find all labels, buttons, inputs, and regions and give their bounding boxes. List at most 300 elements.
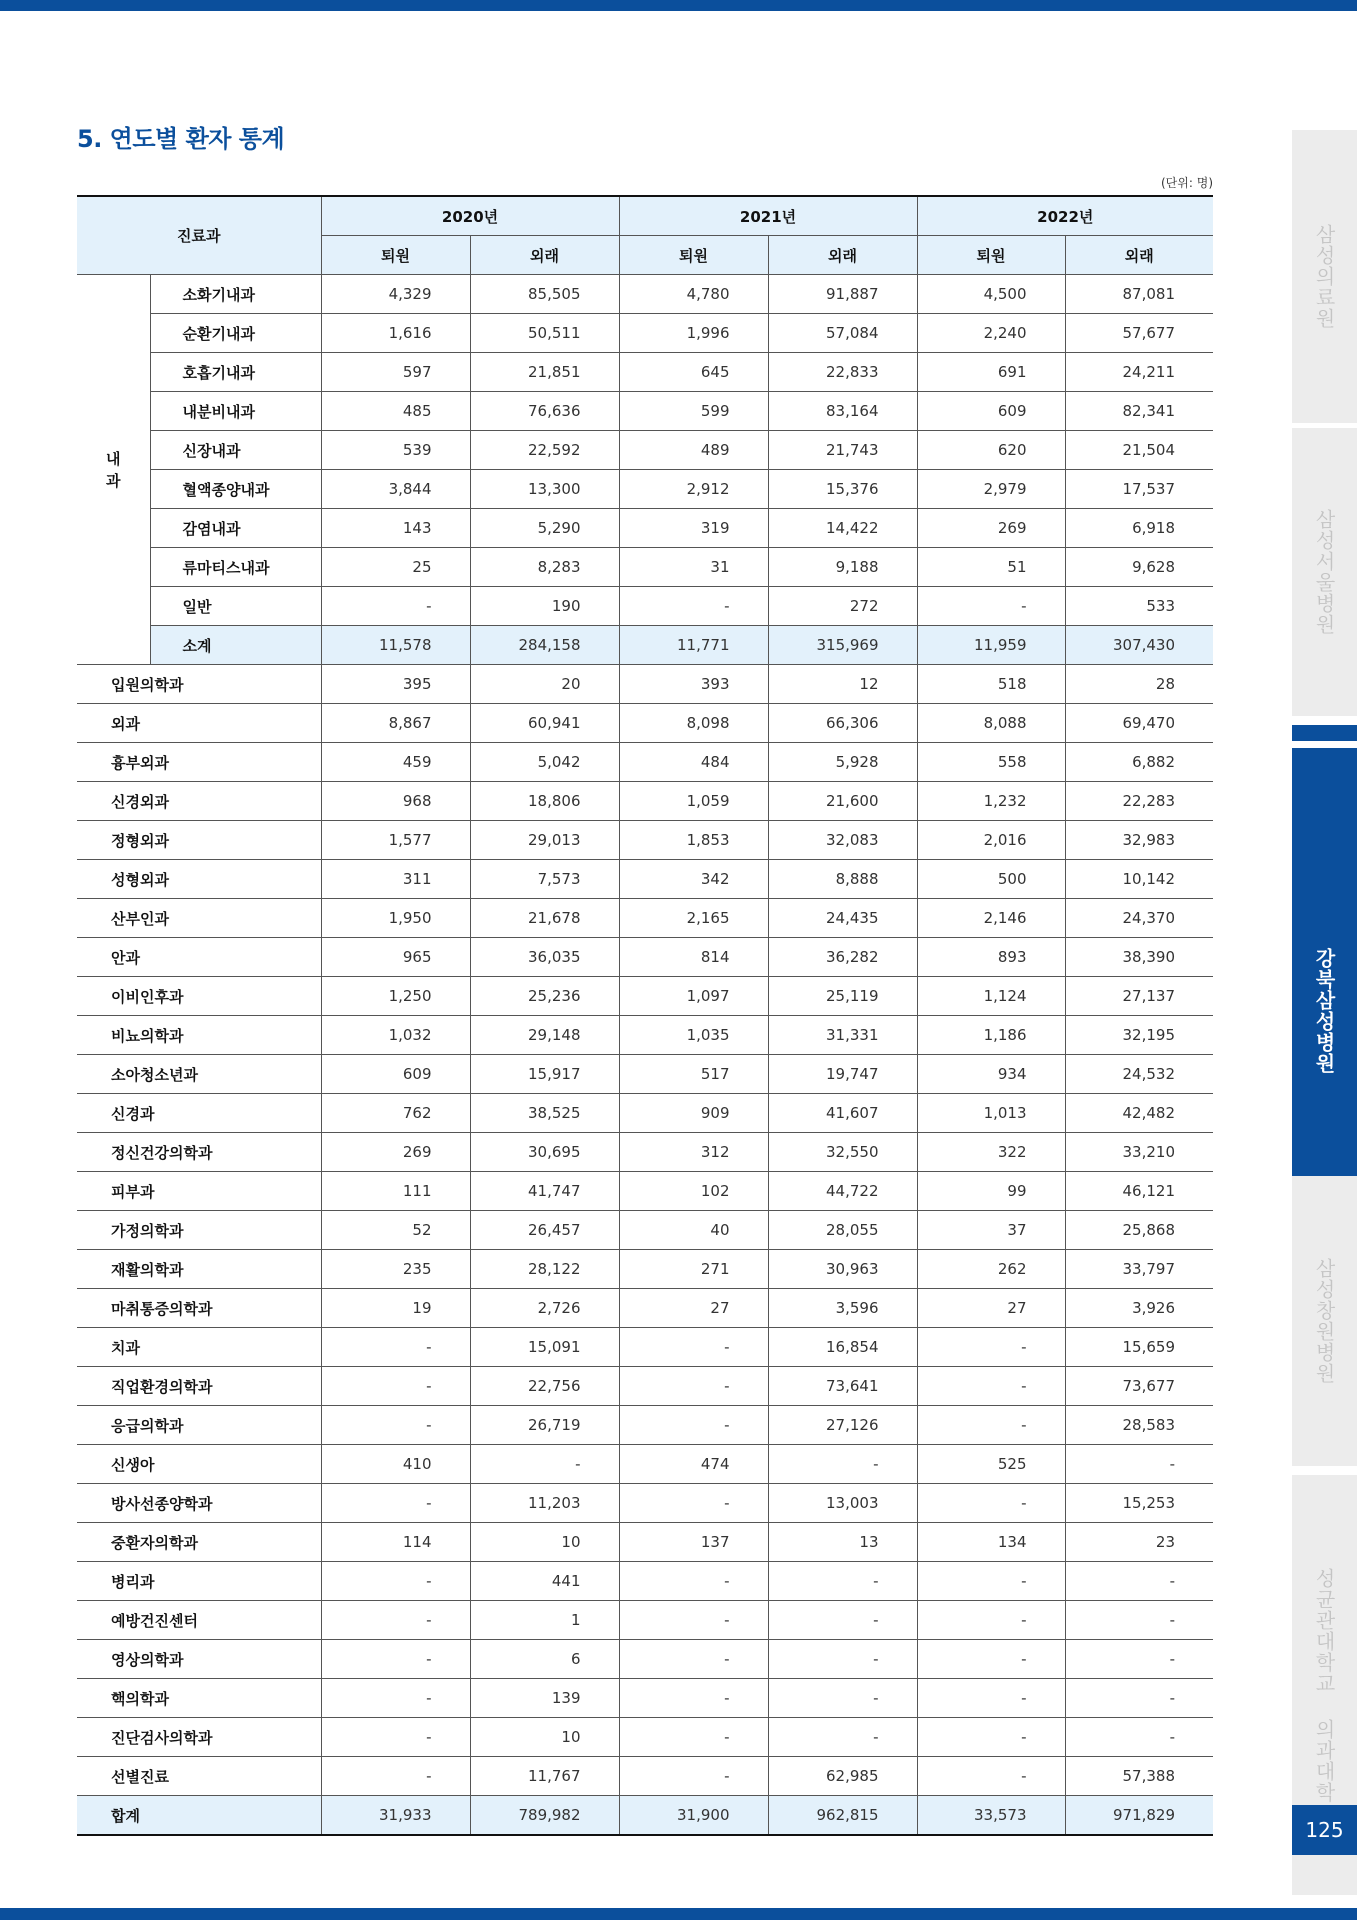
outpatient-cell: 789,982	[470, 1796, 619, 1836]
outpatient-cell: 62,985	[768, 1757, 917, 1796]
outpatient-cell: 1	[470, 1601, 619, 1640]
table-row	[77, 1523, 1213, 1562]
table-row	[77, 1484, 1213, 1523]
discharge-cell: 1,032	[321, 1016, 470, 1055]
year-header: 2020년	[321, 196, 619, 236]
discharge-cell: 484	[619, 743, 768, 782]
dept-name: 성형외과	[77, 860, 321, 899]
table-row	[77, 587, 1213, 626]
outpatient-cell: 22,833	[768, 353, 917, 392]
dept-name: 혈액종양내과	[150, 470, 321, 509]
discharge-cell: 1,124	[917, 977, 1065, 1016]
outpatient-cell: 533	[1065, 587, 1213, 626]
table-row	[77, 1133, 1213, 1172]
sidebar-tab-label: 강북삼성병원	[1312, 948, 1336, 1074]
outpatient-cell: 28	[1065, 665, 1213, 704]
discharge-cell: -	[917, 1562, 1065, 1601]
outpatient-cell: -	[470, 1445, 619, 1484]
discharge-cell: -	[917, 1484, 1065, 1523]
discharge-cell: 1,097	[619, 977, 768, 1016]
outpatient-cell: 25,119	[768, 977, 917, 1016]
discharge-cell: 37	[917, 1211, 1065, 1250]
table-row	[77, 1406, 1213, 1445]
discharge-cell: -	[917, 1718, 1065, 1757]
discharge-cell: 968	[321, 782, 470, 821]
top-accent-bar	[0, 0, 1357, 11]
outpatient-cell: 30,695	[470, 1133, 619, 1172]
discharge-cell: 620	[917, 431, 1065, 470]
outpatient-cell: 6	[470, 1640, 619, 1679]
table-row	[77, 470, 1213, 509]
outpatient-cell: 18,806	[470, 782, 619, 821]
outpatient-cell: 36,035	[470, 938, 619, 977]
outpatient-cell: 32,983	[1065, 821, 1213, 860]
discharge-cell: 645	[619, 353, 768, 392]
active-tab-marker	[1292, 1149, 1357, 1165]
dept-name: 방사선종양학과	[77, 1484, 321, 1523]
outpatient-cell: 12	[768, 665, 917, 704]
discharge-cell: 25	[321, 548, 470, 587]
outpatient-cell: 10	[470, 1718, 619, 1757]
dept-name: 신장내과	[150, 431, 321, 470]
outpatient-cell: -	[768, 1718, 917, 1757]
discharge-cell: 1,059	[619, 782, 768, 821]
outpatient-cell: 15,091	[470, 1328, 619, 1367]
discharge-cell: 27	[619, 1289, 768, 1328]
outpatient-cell: 21,504	[1065, 431, 1213, 470]
discharge-cell: -	[619, 1757, 768, 1796]
table-row	[77, 509, 1213, 548]
sidebar-tab-samsung-changwon[interactable]	[1292, 1176, 1357, 1466]
dept-name: 감염내과	[150, 509, 321, 548]
discharge-cell: 31,900	[619, 1796, 768, 1836]
outpatient-cell: 19,747	[768, 1055, 917, 1094]
discharge-cell: 143	[321, 509, 470, 548]
dept-name: 피부과	[77, 1172, 321, 1211]
outpatient-cell: 24,532	[1065, 1055, 1213, 1094]
outpatient-cell: 5,290	[470, 509, 619, 548]
discharge-cell: 393	[619, 665, 768, 704]
discharge-cell: 271	[619, 1250, 768, 1289]
outpatient-cell: 87,081	[1065, 275, 1213, 314]
dept-name: 신경외과	[77, 782, 321, 821]
discharge-cell: -	[917, 1757, 1065, 1796]
outpatient-cell: -	[1065, 1562, 1213, 1601]
table-row	[77, 665, 1213, 704]
discharge-cell: 319	[619, 509, 768, 548]
discharge-cell: -	[619, 1718, 768, 1757]
table-row	[77, 1640, 1213, 1679]
dept-name: 신경과	[77, 1094, 321, 1133]
outpatient-cell: 26,719	[470, 1406, 619, 1445]
table-row	[77, 1016, 1213, 1055]
outpatient-cell: 22,283	[1065, 782, 1213, 821]
dept-name: 소화기내과	[150, 275, 321, 314]
discharge-cell: -	[917, 1679, 1065, 1718]
discharge-cell: 410	[321, 1445, 470, 1484]
outpatient-cell: 441	[470, 1562, 619, 1601]
discharge-cell: 40	[619, 1211, 768, 1250]
table-row	[77, 1172, 1213, 1211]
discharge-cell: 2,016	[917, 821, 1065, 860]
dept-name: 재활의학과	[77, 1250, 321, 1289]
outpatient-cell: 14,422	[768, 509, 917, 548]
discharge-cell: 111	[321, 1172, 470, 1211]
discharge-cell: 4,780	[619, 275, 768, 314]
dept-name: 비뇨의학과	[77, 1016, 321, 1055]
outpatient-cell: 38,525	[470, 1094, 619, 1133]
table-row	[77, 1250, 1213, 1289]
discharge-cell: 8,088	[917, 704, 1065, 743]
outpatient-cell: 41,747	[470, 1172, 619, 1211]
discharge-cell: 322	[917, 1133, 1065, 1172]
discharge-cell: 102	[619, 1172, 768, 1211]
discharge-cell: 539	[321, 431, 470, 470]
discharge-cell: -	[321, 1718, 470, 1757]
discharge-cell: 11,959	[917, 626, 1065, 665]
outpatient-cell: 24,435	[768, 899, 917, 938]
discharge-cell: 134	[917, 1523, 1065, 1562]
dept-name: 외과	[77, 704, 321, 743]
discharge-cell: 269	[917, 509, 1065, 548]
outpatient-cell: 91,887	[768, 275, 917, 314]
outpatient-cell: 5,042	[470, 743, 619, 782]
outpatient-cell: 8,888	[768, 860, 917, 899]
outpatient-cell: -	[768, 1679, 917, 1718]
outpatient-cell: 26,457	[470, 1211, 619, 1250]
dept-name: 호흡기내과	[150, 353, 321, 392]
discharge-cell: 2,979	[917, 470, 1065, 509]
discharge-cell: 518	[917, 665, 1065, 704]
outpatient-cell: 21,678	[470, 899, 619, 938]
discharge-header: 퇴원	[321, 236, 470, 275]
dept-name: 이비인후과	[77, 977, 321, 1016]
dept-name: 류마티스내과	[150, 548, 321, 587]
discharge-cell: 33,573	[917, 1796, 1065, 1836]
dept-name: 정신건강의학과	[77, 1133, 321, 1172]
outpatient-cell: 46,121	[1065, 1172, 1213, 1211]
table-row	[77, 938, 1213, 977]
discharge-cell: 235	[321, 1250, 470, 1289]
discharge-cell: 395	[321, 665, 470, 704]
outpatient-cell: 10	[470, 1523, 619, 1562]
table-row	[77, 1055, 1213, 1094]
discharge-cell: 1,853	[619, 821, 768, 860]
page-title: 5. 연도별 환자 통계	[77, 125, 285, 153]
dept-name: 응급의학과	[77, 1406, 321, 1445]
discharge-cell: 52	[321, 1211, 470, 1250]
dept-name: 일반	[150, 587, 321, 626]
sidebar-tab-label: 성균관대학교 의과대학	[1312, 1567, 1336, 1803]
outpatient-cell: 6,918	[1065, 509, 1213, 548]
outpatient-cell: 16,854	[768, 1328, 917, 1367]
outpatient-cell: 15,917	[470, 1055, 619, 1094]
discharge-cell: 3,844	[321, 470, 470, 509]
outpatient-cell: 28,055	[768, 1211, 917, 1250]
table-row	[77, 860, 1213, 899]
outpatient-cell: 23	[1065, 1523, 1213, 1562]
table-row	[77, 1445, 1213, 1484]
discharge-cell: 2,912	[619, 470, 768, 509]
active-tab-marker	[1292, 725, 1357, 741]
outpatient-cell: 28,583	[1065, 1406, 1213, 1445]
discharge-cell: 965	[321, 938, 470, 977]
discharge-cell: 8,867	[321, 704, 470, 743]
discharge-cell: -	[917, 1406, 1065, 1445]
discharge-cell: 11,771	[619, 626, 768, 665]
outpatient-cell: 69,470	[1065, 704, 1213, 743]
outpatient-cell: 33,210	[1065, 1133, 1213, 1172]
outpatient-cell: 15,659	[1065, 1328, 1213, 1367]
outpatient-cell: 28,122	[470, 1250, 619, 1289]
outpatient-cell: 21,743	[768, 431, 917, 470]
outpatient-cell: 57,388	[1065, 1757, 1213, 1796]
table-row	[77, 1679, 1213, 1718]
discharge-cell: 342	[619, 860, 768, 899]
outpatient-cell: 10,142	[1065, 860, 1213, 899]
table-row	[77, 1367, 1213, 1406]
dept-name: 병리과	[77, 1562, 321, 1601]
outpatient-cell: -	[768, 1562, 917, 1601]
discharge-cell: -	[619, 1328, 768, 1367]
internal-medicine-group-label: 내 과	[77, 275, 150, 665]
sidebar-tab-samsung-medical[interactable]	[1292, 130, 1357, 423]
outpatient-cell: 272	[768, 587, 917, 626]
outpatient-cell: 13,300	[470, 470, 619, 509]
dept-name: 신생아	[77, 1445, 321, 1484]
table-row	[77, 821, 1213, 860]
outpatient-cell: 41,607	[768, 1094, 917, 1133]
dept-name: 예방건진센터	[77, 1601, 321, 1640]
discharge-cell: -	[321, 587, 470, 626]
outpatient-cell: -	[768, 1601, 917, 1640]
discharge-cell: 1,186	[917, 1016, 1065, 1055]
table-row	[77, 899, 1213, 938]
outpatient-cell: 315,969	[768, 626, 917, 665]
sidebar-tab-label: 삼성창원병원	[1312, 1258, 1336, 1384]
table-row	[77, 743, 1213, 782]
discharge-cell: 1,996	[619, 314, 768, 353]
outpatient-cell: 971,829	[1065, 1796, 1213, 1836]
dept-name: 핵의학과	[77, 1679, 321, 1718]
discharge-cell: 1,577	[321, 821, 470, 860]
outpatient-cell: 25,868	[1065, 1211, 1213, 1250]
table-row	[77, 275, 1213, 314]
table-row	[77, 1211, 1213, 1250]
outpatient-cell: 7,573	[470, 860, 619, 899]
discharge-cell: 1,035	[619, 1016, 768, 1055]
outpatient-cell: 44,722	[768, 1172, 917, 1211]
discharge-cell: 311	[321, 860, 470, 899]
sidebar-tab-label: 삼성의료원	[1312, 224, 1336, 329]
discharge-cell: 599	[619, 392, 768, 431]
discharge-cell: -	[321, 1757, 470, 1796]
discharge-cell: 31	[619, 548, 768, 587]
outpatient-cell: 3,926	[1065, 1289, 1213, 1328]
outpatient-cell: 190	[470, 587, 619, 626]
dept-name: 가정의학과	[77, 1211, 321, 1250]
outpatient-cell: 66,306	[768, 704, 917, 743]
dept-name: 정형외과	[77, 821, 321, 860]
outpatient-cell: -	[1065, 1445, 1213, 1484]
outpatient-cell: 22,756	[470, 1367, 619, 1406]
outpatient-cell: 6,882	[1065, 743, 1213, 782]
discharge-cell: 2,240	[917, 314, 1065, 353]
discharge-cell: -	[619, 1406, 768, 1445]
unit-label: (단위: 명)	[1161, 176, 1213, 190]
discharge-cell: 1,013	[917, 1094, 1065, 1133]
table-row	[77, 1757, 1213, 1796]
outpatient-header: 외래	[1065, 236, 1213, 275]
outpatient-cell: 76,636	[470, 392, 619, 431]
outpatient-cell: 73,677	[1065, 1367, 1213, 1406]
outpatient-header: 외래	[768, 236, 917, 275]
dept-name: 순환기내과	[150, 314, 321, 353]
discharge-cell: 500	[917, 860, 1065, 899]
outpatient-cell: 11,767	[470, 1757, 619, 1796]
discharge-cell: 4,329	[321, 275, 470, 314]
outpatient-cell: 15,253	[1065, 1484, 1213, 1523]
discharge-cell: 485	[321, 392, 470, 431]
header-row-years	[77, 196, 1213, 236]
discharge-header: 퇴원	[917, 236, 1065, 275]
table-row	[77, 353, 1213, 392]
dept-name: 흉부외과	[77, 743, 321, 782]
discharge-cell: 1,616	[321, 314, 470, 353]
outpatient-cell: -	[768, 1445, 917, 1484]
discharge-cell: 8,098	[619, 704, 768, 743]
outpatient-cell: 29,148	[470, 1016, 619, 1055]
discharge-cell: 909	[619, 1094, 768, 1133]
outpatient-cell: 50,511	[470, 314, 619, 353]
outpatient-cell: 33,797	[1065, 1250, 1213, 1289]
table-row	[77, 1289, 1213, 1328]
table-row	[77, 1601, 1213, 1640]
dept-name: 마취통증의학과	[77, 1289, 321, 1328]
outpatient-cell: 57,677	[1065, 314, 1213, 353]
discharge-cell: 525	[917, 1445, 1065, 1484]
discharge-cell: -	[321, 1601, 470, 1640]
discharge-cell: 114	[321, 1523, 470, 1562]
outpatient-cell: 27,126	[768, 1406, 917, 1445]
discharge-cell: -	[619, 1601, 768, 1640]
dept-name: 중환자의학과	[77, 1523, 321, 1562]
sidebar-tab-samsung-seoul[interactable]	[1292, 428, 1357, 716]
discharge-cell: 934	[917, 1055, 1065, 1094]
outpatient-cell: 24,370	[1065, 899, 1213, 938]
discharge-cell: 19	[321, 1289, 470, 1328]
outpatient-cell: 284,158	[470, 626, 619, 665]
outpatient-cell: 24,211	[1065, 353, 1213, 392]
outpatient-cell: 13	[768, 1523, 917, 1562]
discharge-cell: 1,950	[321, 899, 470, 938]
outpatient-cell: 13,003	[768, 1484, 917, 1523]
outpatient-cell: 3,596	[768, 1289, 917, 1328]
outpatient-cell: 36,282	[768, 938, 917, 977]
discharge-cell: -	[619, 1640, 768, 1679]
discharge-cell: 51	[917, 548, 1065, 587]
discharge-cell: 459	[321, 743, 470, 782]
discharge-cell: 1,232	[917, 782, 1065, 821]
dept-header: 진료과	[77, 196, 321, 275]
outpatient-cell: 38,390	[1065, 938, 1213, 977]
discharge-cell: 609	[321, 1055, 470, 1094]
outpatient-cell: 83,164	[768, 392, 917, 431]
outpatient-cell: 85,505	[470, 275, 619, 314]
discharge-cell: -	[321, 1367, 470, 1406]
page-number: 125	[1292, 1805, 1357, 1855]
discharge-cell: 262	[917, 1250, 1065, 1289]
outpatient-cell: 9,628	[1065, 548, 1213, 587]
total-row	[77, 1796, 1213, 1836]
outpatient-cell: 2,726	[470, 1289, 619, 1328]
dept-name: 내분비내과	[150, 392, 321, 431]
discharge-cell: 1,250	[321, 977, 470, 1016]
discharge-cell: 2,165	[619, 899, 768, 938]
discharge-cell: -	[619, 1562, 768, 1601]
bottom-accent-bar	[0, 1908, 1357, 1920]
discharge-cell: 4,500	[917, 275, 1065, 314]
discharge-cell: -	[619, 587, 768, 626]
discharge-cell: 558	[917, 743, 1065, 782]
discharge-cell: -	[619, 1484, 768, 1523]
outpatient-cell: 60,941	[470, 704, 619, 743]
outpatient-cell: 9,188	[768, 548, 917, 587]
discharge-cell: -	[917, 587, 1065, 626]
discharge-cell: -	[619, 1367, 768, 1406]
dept-name: 영상의학과	[77, 1640, 321, 1679]
outpatient-cell: 82,341	[1065, 392, 1213, 431]
table-body	[77, 275, 1213, 1836]
table-row	[77, 1562, 1213, 1601]
discharge-cell: 11,578	[321, 626, 470, 665]
outpatient-cell: 42,482	[1065, 1094, 1213, 1133]
discharge-cell: -	[917, 1601, 1065, 1640]
outpatient-cell: 32,195	[1065, 1016, 1213, 1055]
outpatient-cell: 21,600	[768, 782, 917, 821]
table-row	[77, 392, 1213, 431]
outpatient-cell: 8,283	[470, 548, 619, 587]
table-row	[77, 1094, 1213, 1133]
table-row	[77, 314, 1213, 353]
dept-name: 진단검사의학과	[77, 1718, 321, 1757]
outpatient-cell: 32,550	[768, 1133, 917, 1172]
dept-name: 소아청소년과	[77, 1055, 321, 1094]
sidebar-tab-label: 삼성서울병원	[1312, 509, 1336, 635]
discharge-cell: 893	[917, 938, 1065, 977]
discharge-cell: -	[321, 1679, 470, 1718]
outpatient-cell: 15,376	[768, 470, 917, 509]
outpatient-cell: 139	[470, 1679, 619, 1718]
outpatient-cell: -	[1065, 1601, 1213, 1640]
outpatient-cell: 22,592	[470, 431, 619, 470]
outpatient-cell: 5,928	[768, 743, 917, 782]
discharge-cell: 2,146	[917, 899, 1065, 938]
year-header: 2021년	[619, 196, 917, 236]
discharge-cell: 474	[619, 1445, 768, 1484]
outpatient-cell: 32,083	[768, 821, 917, 860]
table-row	[77, 431, 1213, 470]
outpatient-cell: 17,537	[1065, 470, 1213, 509]
table-row	[77, 782, 1213, 821]
dept-name: 치과	[77, 1328, 321, 1367]
patient-stats-table	[77, 195, 1213, 1836]
discharge-cell: 31,933	[321, 1796, 470, 1836]
dept-name: 안과	[77, 938, 321, 977]
discharge-cell: 762	[321, 1094, 470, 1133]
discharge-cell: 99	[917, 1172, 1065, 1211]
discharge-cell: 597	[321, 353, 470, 392]
